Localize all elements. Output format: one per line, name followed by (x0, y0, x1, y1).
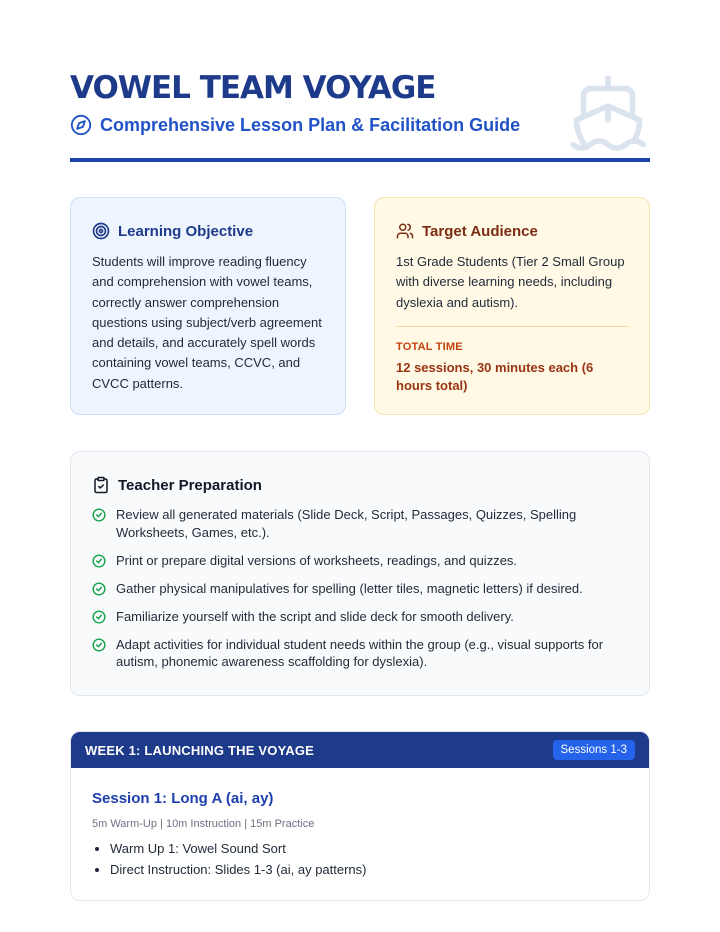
target-audience-text: 1st Grade Students (Tier 2 Small Group with diverse learning needs, including dyslexia and autism). (396, 254, 625, 310)
session-1 (71, 768, 649, 880)
checklist-item (92, 636, 629, 671)
session-1-timing: 5m Warm-Up | 10m Instruction | 15m Practice (92, 818, 315, 830)
users-icon (396, 222, 414, 240)
ship-icon (566, 71, 650, 155)
checklist-item (92, 506, 629, 541)
page-subtitle: Comprehensive Lesson Plan & Facilitation Guide (100, 114, 521, 135)
checklist-item-text: Familiarize yourself with the script and slide deck for smooth delivery. (116, 608, 514, 624)
clipboard-check-icon (92, 476, 110, 494)
header-divider (70, 158, 650, 162)
list-item: • Warm Up 1: Vowel Sound Sort (110, 838, 629, 859)
compass-icon (70, 114, 92, 136)
teacher-preparation-title: Teacher Preparation (118, 476, 262, 494)
target-audience-title: Target Audience (422, 222, 538, 240)
check-circle-icon (92, 554, 106, 568)
audience-divider (396, 326, 629, 327)
list-item: • Direct Instruction: Slides 1-3 (ai, ay patterns) (110, 859, 629, 880)
check-circle-icon (92, 610, 106, 624)
week-1-section (70, 731, 650, 901)
document-header (70, 68, 650, 163)
preparation-checklist (92, 506, 629, 671)
checklist-item (92, 580, 629, 598)
checklist-item-text: Adapt activities for individual student needs within the group (e.g., visual supports for autism, phonemic awareness scaffolding for dyslexia). (116, 636, 604, 669)
target-icon (92, 222, 110, 240)
check-circle-icon (92, 582, 106, 596)
subtitle-row (70, 114, 650, 136)
checklist-item (92, 552, 629, 570)
sessions-badge: Sessions 1-3 (553, 740, 635, 760)
checklist-item (92, 608, 629, 626)
week-1-title: WEEK 1: LAUNCHING THE VOYAGE (85, 742, 315, 758)
teacher-preparation-card (70, 451, 650, 696)
checklist-item-text: Print or prepare digital versions of worksheets, readings, and quizzes. (116, 552, 518, 568)
learning-objective-title: Learning Objective (118, 222, 254, 240)
learning-objective-heading (92, 220, 325, 242)
teacher-preparation-heading (92, 474, 629, 496)
checklist-item-text: Review all generated materials (Slide Deck, Script, Passages, Quizzes, Spelling Worksheets, Games, etc.). (116, 507, 577, 540)
target-audience-card (374, 197, 650, 415)
learning-objective-card (70, 197, 346, 415)
session-1-title: Session 1: Long A (ai, ay) (92, 790, 274, 807)
session-1-activities (92, 838, 629, 880)
target-audience-heading (396, 220, 629, 242)
check-circle-icon (92, 638, 106, 652)
week-1-header (71, 732, 649, 768)
check-circle-icon (92, 508, 106, 522)
checklist-item-text: Gather physical manipulatives for spelling (letter tiles, magnetic letters) if desired. (116, 580, 583, 596)
page-title: VOWEL TEAM VOYAGE (70, 70, 436, 106)
learning-objective-text: Students will improve reading fluency and comprehension with vowel teams, correctly answer comprehension questions using subject/verb agreement and details, and accurately spell words containing vowel teams, CCVC, and CVCC patterns. (92, 254, 322, 391)
total-time-value: 12 sessions, 30 minutes each (6 hours total) (396, 359, 594, 393)
total-time-label: TOTAL TIME (396, 340, 463, 353)
